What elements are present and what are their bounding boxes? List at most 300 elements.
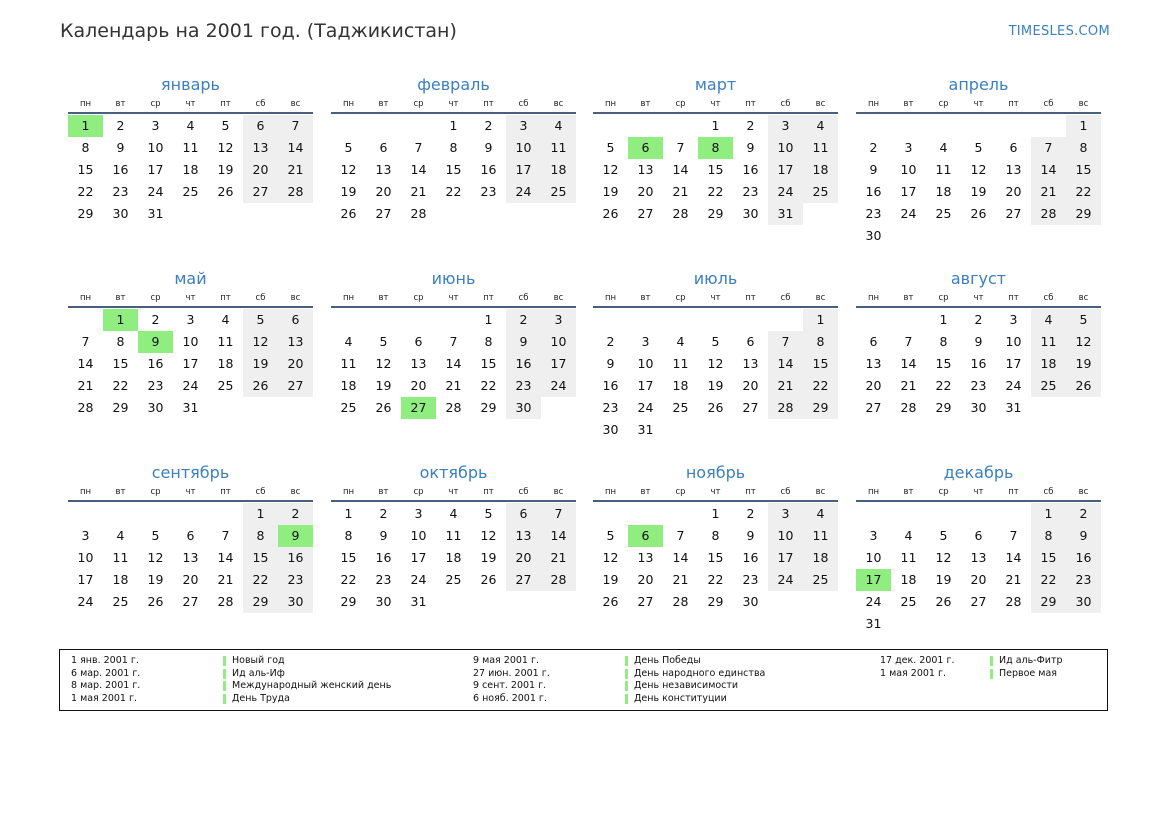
weekday-label: вт — [640, 293, 651, 303]
weekday-label: сб — [1043, 293, 1054, 303]
day-cell: 29 — [480, 400, 497, 415]
day-cell: 1 — [344, 506, 353, 521]
day-cell: 14 — [900, 356, 917, 371]
weekday-label: ср — [675, 487, 686, 497]
day-cell: 14 — [217, 550, 234, 565]
weekday-label: пн — [867, 293, 880, 303]
legend-date: 17 дек. 2001 г. — [880, 655, 955, 666]
weekday-header — [68, 98, 313, 110]
day-cell: 25 — [900, 594, 917, 609]
day-cell: 30 — [602, 422, 619, 437]
day-cell: 17 — [856, 569, 891, 591]
weekday-label: чт — [710, 293, 721, 303]
day-cell: 3 — [186, 312, 195, 327]
day-cell: 8 — [484, 334, 493, 349]
day-cell: 1 — [939, 312, 948, 327]
weekday-label: ср — [413, 293, 424, 303]
day-cell: 6 — [628, 137, 663, 159]
day-cell: 8 — [939, 334, 948, 349]
day-cell: 23 — [742, 572, 759, 587]
day-cell: 22 — [707, 184, 724, 199]
day-cell: 15 — [340, 550, 357, 565]
day-cell: 15 — [707, 162, 724, 177]
day-cell: 2 — [606, 334, 615, 349]
day-cell: 25 — [340, 400, 357, 415]
day-cell: 8 — [449, 140, 458, 155]
day-cell: 31 — [410, 594, 427, 609]
day-cell: 2 — [484, 118, 493, 133]
month-name: январь — [161, 75, 220, 94]
day-cell: 16 — [480, 162, 497, 177]
weekday-label: вт — [903, 99, 914, 109]
weekday-label: пн — [604, 487, 617, 497]
day-cell: 5 — [939, 528, 948, 543]
day-cell: 11 — [445, 528, 462, 543]
day-cell: 15 — [445, 162, 462, 177]
weekday-label: вт — [115, 293, 126, 303]
day-cell: 19 — [480, 550, 497, 565]
day-cell: 20 — [637, 184, 654, 199]
day-cell: 31 — [182, 400, 199, 415]
header-divider — [331, 500, 576, 502]
day-cell: 20 — [637, 572, 654, 587]
day-cell: 26 — [480, 572, 497, 587]
legend-date: 9 мая 2001 г. — [473, 655, 539, 666]
day-cell: 12 — [602, 550, 619, 565]
day-cell: 19 — [217, 162, 234, 177]
day-cell: 14 — [278, 137, 313, 159]
day-cell: 13 — [278, 331, 313, 353]
day-cell: 15 — [112, 356, 129, 371]
day-cell: 4 — [116, 528, 125, 543]
day-cell: 28 — [1005, 594, 1022, 609]
day-cell: 19 — [243, 353, 278, 375]
day-cell: 10 — [77, 550, 94, 565]
day-cell: 7 — [1009, 528, 1018, 543]
day-cell: 13 — [637, 550, 654, 565]
day-cell: 17 — [637, 378, 654, 393]
day-cell: 1 — [449, 118, 458, 133]
weekday-label: сб — [255, 293, 266, 303]
header-divider — [68, 112, 313, 114]
day-cell: 9 — [746, 528, 755, 543]
day-cell: 1 — [1066, 115, 1101, 137]
day-cell: 19 — [935, 572, 952, 587]
day-cell: 29 — [935, 400, 952, 415]
day-cell: 21 — [768, 375, 803, 397]
day-cell: 28 — [278, 181, 313, 203]
header-divider — [593, 500, 838, 502]
weekday-header — [331, 292, 576, 304]
day-cell: 5 — [606, 140, 615, 155]
legend-holiday-name: Новый год — [232, 655, 285, 666]
header-divider — [856, 306, 1101, 308]
day-cell: 19 — [340, 184, 357, 199]
day-cell: 24 — [900, 206, 917, 221]
day-cell: 10 — [900, 162, 917, 177]
day-cell: 11 — [112, 550, 129, 565]
day-cell: 29 — [77, 206, 94, 221]
holiday-color-marker — [223, 656, 226, 666]
day-cell: 15 — [1031, 547, 1066, 569]
day-cell: 31 — [1005, 400, 1022, 415]
day-cell: 10 — [147, 140, 164, 155]
weekday-label: пт — [745, 99, 756, 109]
day-cell: 8 — [243, 525, 278, 547]
weekday-label: сб — [255, 487, 266, 497]
page-title: Календарь на 2001 год. (Таджикистан) — [60, 20, 457, 42]
holiday-color-marker — [625, 669, 628, 679]
day-cell: 9 — [746, 140, 755, 155]
weekday-label: вс — [290, 487, 301, 497]
day-cell: 29 — [707, 206, 724, 221]
day-cell: 21 — [672, 184, 689, 199]
day-cell: 10 — [182, 334, 199, 349]
day-cell: 10 — [865, 550, 882, 565]
day-cell: 2 — [379, 506, 388, 521]
weekday-label: чт — [448, 293, 459, 303]
day-cell: 8 — [344, 528, 353, 543]
day-cell: 23 — [480, 184, 497, 199]
day-cell: 15 — [77, 162, 94, 177]
day-cell: 9 — [869, 162, 878, 177]
header-divider — [68, 306, 313, 308]
day-cell: 13 — [637, 162, 654, 177]
day-cell: 12 — [935, 550, 952, 565]
day-cell: 26 — [1066, 375, 1101, 397]
month-name: май — [174, 269, 207, 288]
header-divider — [331, 112, 576, 114]
day-cell: 18 — [217, 356, 234, 371]
weekday-label: пт — [745, 487, 756, 497]
legend-holiday-name: Международный женский день — [232, 680, 392, 692]
month-name: февраль — [417, 75, 490, 94]
day-cell: 17 — [541, 353, 576, 375]
day-cell: 17 — [900, 184, 917, 199]
header-divider — [331, 306, 576, 308]
day-cell: 16 — [742, 162, 759, 177]
day-cell: 14 — [445, 356, 462, 371]
day-cell: 14 — [672, 162, 689, 177]
day-cell: 28 — [1031, 203, 1066, 225]
day-cell: 22 — [77, 184, 94, 199]
day-cell: 12 — [707, 356, 724, 371]
day-cell: 20 — [1005, 184, 1022, 199]
day-cell: 9 — [278, 525, 313, 547]
day-cell: 7 — [904, 334, 913, 349]
day-cell: 7 — [541, 503, 576, 525]
day-cell: 19 — [602, 184, 619, 199]
weekday-label: ср — [938, 99, 949, 109]
day-cell: 10 — [768, 137, 803, 159]
day-cell: 1 — [243, 503, 278, 525]
weekday-label: вс — [815, 99, 826, 109]
day-cell: 22 — [112, 378, 129, 393]
day-cell: 9 — [138, 331, 173, 353]
brand-link[interactable]: TIMESLES.COM — [1008, 24, 1110, 39]
day-cell: 23 — [112, 184, 129, 199]
weekday-label: ср — [675, 99, 686, 109]
day-cell: 3 — [151, 118, 160, 133]
month-name: апрель — [948, 75, 1009, 94]
day-cell: 5 — [711, 334, 720, 349]
day-cell: 3 — [768, 503, 803, 525]
day-cell: 20 — [410, 378, 427, 393]
day-cell: 25 — [217, 378, 234, 393]
day-cell: 4 — [1031, 309, 1066, 331]
day-cell: 26 — [602, 594, 619, 609]
header-divider — [856, 112, 1101, 114]
day-cell: 28 — [900, 400, 917, 415]
weekday-label: чт — [973, 99, 984, 109]
day-cell: 27 — [970, 594, 987, 609]
day-cell: 7 — [81, 334, 90, 349]
day-cell: 20 — [182, 572, 199, 587]
day-cell: 5 — [151, 528, 160, 543]
day-cell: 26 — [375, 400, 392, 415]
weekday-label: пн — [342, 99, 355, 109]
day-cell: 13 — [742, 356, 759, 371]
day-cell: 1 — [711, 506, 720, 521]
weekday-label: вс — [290, 293, 301, 303]
day-cell: 13 — [865, 356, 882, 371]
day-cell: 1 — [1031, 503, 1066, 525]
day-cell: 25 — [803, 569, 838, 591]
day-cell: 19 — [147, 572, 164, 587]
legend-holiday-name: День Труда — [232, 692, 290, 704]
day-cell: 10 — [410, 528, 427, 543]
legend-date: 8 мар. 2001 г. — [71, 680, 141, 692]
day-cell: 14 — [1031, 159, 1066, 181]
day-cell: 1 — [803, 309, 838, 331]
weekday-label: вс — [1078, 487, 1089, 497]
day-cell: 4 — [541, 115, 576, 137]
day-cell: 26 — [243, 375, 278, 397]
weekday-label: пт — [220, 487, 231, 497]
day-cell: 11 — [935, 162, 952, 177]
day-cell: 30 — [147, 400, 164, 415]
weekday-label: вт — [903, 487, 914, 497]
weekday-label: чт — [185, 487, 196, 497]
day-cell: 22 — [340, 572, 357, 587]
day-cell: 16 — [970, 356, 987, 371]
day-cell: 13 — [1005, 162, 1022, 177]
day-cell: 24 — [147, 184, 164, 199]
day-cell: 18 — [182, 162, 199, 177]
day-cell: 27 — [1005, 206, 1022, 221]
day-cell: 27 — [637, 594, 654, 609]
day-cell: 11 — [182, 140, 199, 155]
day-cell: 24 — [77, 594, 94, 609]
day-cell: 27 — [278, 375, 313, 397]
day-cell: 16 — [742, 550, 759, 565]
day-cell: 6 — [746, 334, 755, 349]
weekday-label: вс — [815, 293, 826, 303]
legend-holiday-name: Первое мая — [999, 667, 1057, 679]
day-cell: 10 — [637, 356, 654, 371]
day-cell: 4 — [221, 312, 230, 327]
day-cell: 4 — [803, 115, 838, 137]
day-cell: 16 — [865, 184, 882, 199]
day-cell: 20 — [278, 353, 313, 375]
day-cell: 30 — [506, 397, 541, 419]
weekday-header — [593, 98, 838, 110]
day-cell: 21 — [410, 184, 427, 199]
day-cell: 6 — [278, 309, 313, 331]
day-cell: 26 — [602, 206, 619, 221]
day-cell: 20 — [375, 184, 392, 199]
day-cell: 13 — [410, 356, 427, 371]
legend-holiday-name: День независимости — [634, 680, 739, 692]
day-cell: 22 — [243, 569, 278, 591]
day-cell: 14 — [672, 550, 689, 565]
holiday-color-marker — [625, 656, 628, 666]
legend-holiday-name: День Победы — [634, 655, 701, 666]
day-cell: 21 — [541, 547, 576, 569]
weekday-label: вс — [553, 99, 564, 109]
day-cell: 28 — [672, 206, 689, 221]
day-cell: 19 — [375, 378, 392, 393]
day-cell: 17 — [410, 550, 427, 565]
day-cell: 28 — [768, 397, 803, 419]
day-cell: 18 — [445, 550, 462, 565]
day-cell: 21 — [672, 572, 689, 587]
day-cell: 14 — [410, 162, 427, 177]
day-cell: 5 — [974, 140, 983, 155]
weekday-label: пн — [79, 487, 92, 497]
month-name: декабрь — [943, 463, 1014, 482]
weekday-label: чт — [973, 293, 984, 303]
day-cell: 1 — [484, 312, 493, 327]
day-cell: 26 — [970, 206, 987, 221]
month-name: июль — [693, 269, 738, 288]
weekday-header — [856, 292, 1101, 304]
header-divider — [593, 306, 838, 308]
month-name: сентябрь — [151, 463, 230, 482]
day-cell: 18 — [672, 378, 689, 393]
day-cell: 23 — [375, 572, 392, 587]
day-cell: 29 — [1031, 591, 1066, 613]
day-cell: 27 — [182, 594, 199, 609]
day-cell: 22 — [1031, 569, 1066, 591]
day-cell: 22 — [445, 184, 462, 199]
weekday-header — [856, 98, 1101, 110]
weekday-label: пн — [867, 487, 880, 497]
day-cell: 6 — [379, 140, 388, 155]
day-cell: 20 — [243, 159, 278, 181]
day-cell: 21 — [900, 378, 917, 393]
weekday-label: вс — [1078, 293, 1089, 303]
day-cell: 17 — [182, 356, 199, 371]
day-cell: 8 — [803, 331, 838, 353]
day-cell: 25 — [541, 181, 576, 203]
day-cell: 8 — [81, 140, 90, 155]
holiday-color-marker — [990, 656, 993, 666]
day-cell: 10 — [541, 331, 576, 353]
day-cell: 2 — [974, 312, 983, 327]
day-cell: 29 — [1066, 203, 1101, 225]
day-cell: 12 — [602, 162, 619, 177]
legend-date: 6 мар. 2001 г. — [71, 667, 141, 679]
day-cell: 13 — [375, 162, 392, 177]
legend-holiday-name: Ид аль-Фитр — [999, 655, 1063, 666]
day-cell: 17 — [506, 159, 541, 181]
day-cell: 22 — [803, 375, 838, 397]
day-cell: 28 — [410, 206, 427, 221]
day-cell: 5 — [1066, 309, 1101, 331]
day-cell: 18 — [1031, 353, 1066, 375]
day-cell: 4 — [344, 334, 353, 349]
legend-date: 1 мая 2001 г. — [880, 667, 946, 679]
day-cell: 13 — [182, 550, 199, 565]
day-cell: 6 — [243, 115, 278, 137]
day-cell: 29 — [243, 591, 278, 613]
weekday-label: ср — [150, 293, 161, 303]
day-cell: 5 — [221, 118, 230, 133]
day-cell: 30 — [278, 591, 313, 613]
day-cell: 6 — [869, 334, 878, 349]
weekday-label: чт — [448, 99, 459, 109]
day-cell: 2 — [278, 503, 313, 525]
day-cell: 2 — [1066, 503, 1101, 525]
weekday-label: пн — [604, 293, 617, 303]
legend-date: 6 нояб. 2001 г. — [473, 692, 547, 704]
day-cell: 7 — [449, 334, 458, 349]
day-cell: 11 — [1031, 331, 1066, 353]
day-cell: 6 — [506, 503, 541, 525]
day-cell: 3 — [506, 115, 541, 137]
weekday-label: пн — [79, 99, 92, 109]
holiday-color-marker — [223, 669, 226, 679]
weekday-label: пт — [483, 487, 494, 497]
month-name: июнь — [431, 269, 476, 288]
day-cell: 11 — [541, 137, 576, 159]
day-cell: 16 — [1066, 547, 1101, 569]
holiday-color-marker — [223, 681, 226, 691]
weekday-label: чт — [710, 487, 721, 497]
day-cell: 24 — [637, 400, 654, 415]
day-cell: 23 — [970, 378, 987, 393]
day-cell: 27 — [742, 400, 759, 415]
day-cell: 10 — [506, 137, 541, 159]
weekday-label: чт — [185, 99, 196, 109]
day-cell: 15 — [707, 550, 724, 565]
weekday-header — [68, 486, 313, 498]
day-cell: 9 — [974, 334, 983, 349]
legend-holiday-name: День конституции — [634, 692, 727, 704]
day-cell: 31 — [637, 422, 654, 437]
day-cell: 27 — [506, 569, 541, 591]
day-cell: 27 — [243, 181, 278, 203]
weekday-label: вс — [1078, 99, 1089, 109]
day-cell: 9 — [116, 140, 125, 155]
legend-date: 9 сент. 2001 г. — [473, 680, 547, 692]
day-cell: 25 — [1031, 375, 1066, 397]
weekday-label: ср — [413, 487, 424, 497]
weekday-label: сб — [518, 487, 529, 497]
day-cell: 23 — [147, 378, 164, 393]
weekday-label: пт — [745, 293, 756, 303]
day-cell: 23 — [742, 184, 759, 199]
month-name: октябрь — [419, 463, 488, 482]
day-cell: 30 — [375, 594, 392, 609]
day-cell: 7 — [1031, 137, 1066, 159]
day-cell: 24 — [182, 378, 199, 393]
legend-holiday-name: Ид аль-Иф — [232, 667, 285, 679]
day-cell: 19 — [602, 572, 619, 587]
day-cell: 2 — [746, 118, 755, 133]
weekday-label: сб — [780, 99, 791, 109]
